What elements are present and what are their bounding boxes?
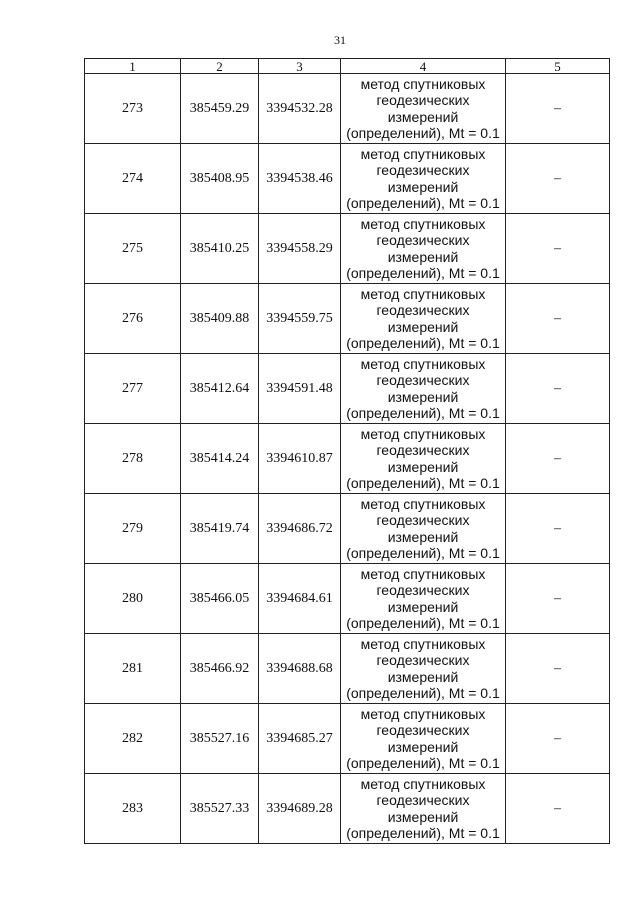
page-number: 31 (334, 33, 346, 47)
column-header: 5 (506, 59, 610, 74)
coordinate-x: 385409.88 (181, 284, 259, 354)
point-number: 276 (85, 284, 181, 354)
table-row (85, 704, 610, 774)
coordinate-y: 3394688.68 (259, 634, 341, 704)
method-description: метод спутниковых геодезических измерений (определений), Mt = 0.1 (341, 424, 506, 494)
coordinate-x: 385466.05 (181, 564, 259, 634)
table-row (85, 564, 610, 634)
method-description: метод спутниковых геодезических измерений (определений), Mt = 0.1 (341, 704, 506, 774)
method-description: метод спутниковых геодезических измерений (определений), Mt = 0.1 (341, 144, 506, 214)
point-number: 281 (85, 634, 181, 704)
table-row (85, 354, 610, 424)
point-number: 280 (85, 564, 181, 634)
note-dash: – (506, 74, 610, 144)
coordinate-y: 3394591.48 (259, 354, 341, 424)
column-header: 4 (341, 59, 506, 74)
note-dash: – (506, 354, 610, 424)
note-dash: – (506, 214, 610, 284)
note-dash: – (506, 704, 610, 774)
method-description: метод спутниковых геодезических измерений (определений), Mt = 0.1 (341, 354, 506, 424)
method-description: метод спутниковых геодезических измерений (определений), Mt = 0.1 (341, 564, 506, 634)
table-row (85, 424, 610, 494)
note-dash: – (506, 284, 610, 354)
note-dash: – (506, 564, 610, 634)
point-number: 274 (85, 144, 181, 214)
method-description: метод спутниковых геодезических измерений (определений), Mt = 0.1 (341, 214, 506, 284)
coordinate-y: 3394532.28 (259, 74, 341, 144)
coordinate-x: 385410.25 (181, 214, 259, 284)
note-dash: – (506, 494, 610, 564)
coordinate-y: 3394684.61 (259, 564, 341, 634)
note-dash: – (506, 774, 610, 844)
coordinate-y: 3394686.72 (259, 494, 341, 564)
column-header: 2 (181, 59, 259, 74)
table-row (85, 74, 610, 144)
table-header-row (85, 59, 610, 74)
note-dash: – (506, 144, 610, 214)
table-row (85, 214, 610, 284)
coordinate-x: 385466.92 (181, 634, 259, 704)
note-dash: – (506, 424, 610, 494)
point-number: 277 (85, 354, 181, 424)
table-row (85, 634, 610, 704)
point-number: 273 (85, 74, 181, 144)
coordinate-x: 385527.16 (181, 704, 259, 774)
method-description: метод спутниковых геодезических измерений (определений), Mt = 0.1 (341, 74, 506, 144)
point-number: 279 (85, 494, 181, 564)
coordinate-x: 385419.74 (181, 494, 259, 564)
coordinate-y: 3394558.29 (259, 214, 341, 284)
column-header: 1 (85, 59, 181, 74)
coordinate-x: 385412.64 (181, 354, 259, 424)
coordinate-y: 3394689.28 (259, 774, 341, 844)
coordinate-y: 3394685.27 (259, 704, 341, 774)
point-number: 283 (85, 774, 181, 844)
coordinate-x: 385408.95 (181, 144, 259, 214)
method-description: метод спутниковых геодезических измерений (определений), Mt = 0.1 (341, 494, 506, 564)
table-row (85, 144, 610, 214)
coordinate-x: 385414.24 (181, 424, 259, 494)
method-description: метод спутниковых геодезических измерений (определений), Mt = 0.1 (341, 634, 506, 704)
table-row (85, 494, 610, 564)
coordinate-y: 3394610.87 (259, 424, 341, 494)
coordinate-y: 3394538.46 (259, 144, 341, 214)
point-number: 282 (85, 704, 181, 774)
coordinate-y: 3394559.75 (259, 284, 341, 354)
coordinate-x: 385527.33 (181, 774, 259, 844)
point-number: 278 (85, 424, 181, 494)
method-description: метод спутниковых геодезических измерений (определений), Mt = 0.1 (341, 284, 506, 354)
coordinates-table (84, 58, 610, 844)
method-description: метод спутниковых геодезических измерений (определений), Mt = 0.1 (341, 774, 506, 844)
coordinate-x: 385459.29 (181, 74, 259, 144)
table-row (85, 774, 610, 844)
table-row (85, 284, 610, 354)
point-number: 275 (85, 214, 181, 284)
note-dash: – (506, 634, 610, 704)
column-header: 3 (259, 59, 341, 74)
